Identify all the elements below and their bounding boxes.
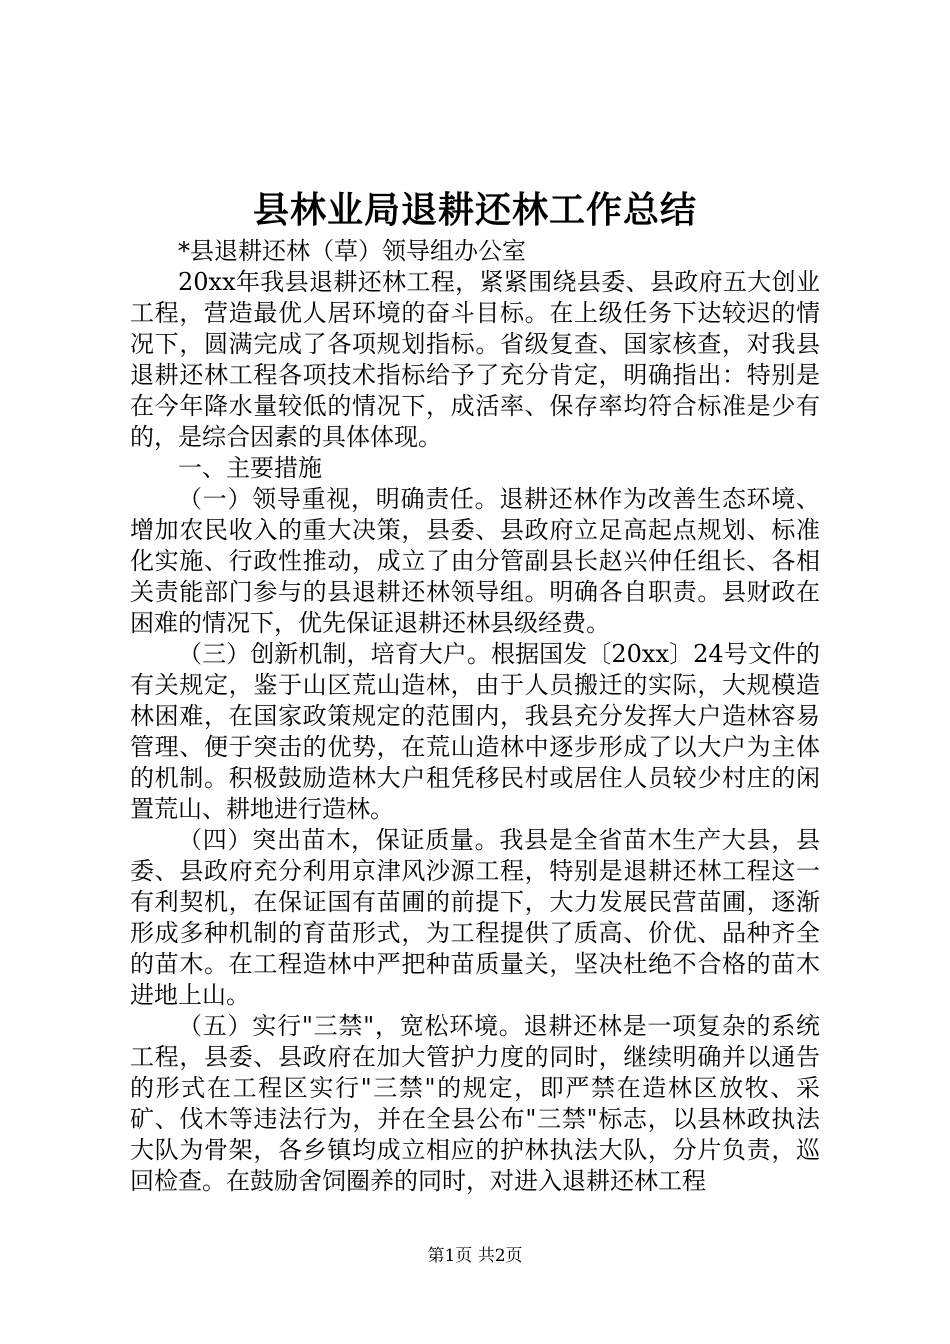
paragraph-3: （三）创新机制，培育大户。根据国发〔20xx〕24号文件的有关规定，鉴于山区荒山造林，由于人员搬迁的实际，大规模造林困难，在国家政策规定的范围内，我县充分发挥大户造林容易管理、便于突击的优势，在荒山造林中逐步形成了以大户为主体的机制。积极鼓励造林大户租凭移民村或居住人员较少村庄的闲置荒山、耕地进行造林。 bbox=[130, 640, 820, 823]
page-footer: 第1页 共2页 bbox=[427, 1246, 523, 1266]
author-line: *县退耕还林（草）领导组办公室 bbox=[178, 237, 526, 265]
section-heading: 一、主要措施 bbox=[178, 454, 322, 482]
document-title: 县林业局退耕还林工作总结 bbox=[252, 189, 697, 231]
paragraph-4: （四）突出苗木，保证质量。我县是全省苗木生产大县，县委、县政府充分利用京津风沙源工程，特别是退耕还林工程这一有利契机，在保证国有苗圃的前提下，大力发展民营苗圃，逐渐形成多种机制的育苗形式，为工程提供了质高、价优、品种齐全的苗木。在工程造林中严把种苗质量关，坚决杜绝不合格的苗木进地上山。 bbox=[130, 826, 820, 1009]
paragraph-1: （一）领导重视，明确责任。退耕还林作为改善生态环境、增加农民收入的重大决策，县委、县政府立足高起点规划、标准化实施、行政性推动，成立了由分管副县长赵兴仲任组长、各相关责能部门参与的县退耕还林领导组。明确各自职责。县财政在困难的情况下，优先保证退耕还林县级经费。 bbox=[130, 485, 820, 637]
intro-paragraph: 20xx年我县退耕还林工程，紧紧围绕县委、县政府五大创业工程，营造最优人居环境的奋斗目标。在上级任务下达较迟的情况下，圆满完成了各项规划指标。省级复查、国家核查，对我县退耕还林工程各项技术指标给予了充分肯定，明确指出：特别是在今年降水量较低的情况下，成活率、保存率均符合标准是少有的，是综合因素的具体体现。 bbox=[130, 268, 820, 451]
document-body bbox=[130, 236, 820, 1197]
paragraph-5: （五）实行"三禁"，宽松环境。退耕还林是一项复杂的系统工程，县委、县政府在加大管护力度的同时，继续明确并以通告的形式在工程区实行"三禁"的规定，即严禁在造林区放牧、采矿、伐木等违法行为，并在全县公布"三禁"标志，以县林政执法大队为骨架，各乡镇均成立相应的护林执法大队，分片负责，巡回检查。在鼓励舍饲圈养的同时，对进入退耕还林工程 bbox=[130, 1012, 820, 1195]
